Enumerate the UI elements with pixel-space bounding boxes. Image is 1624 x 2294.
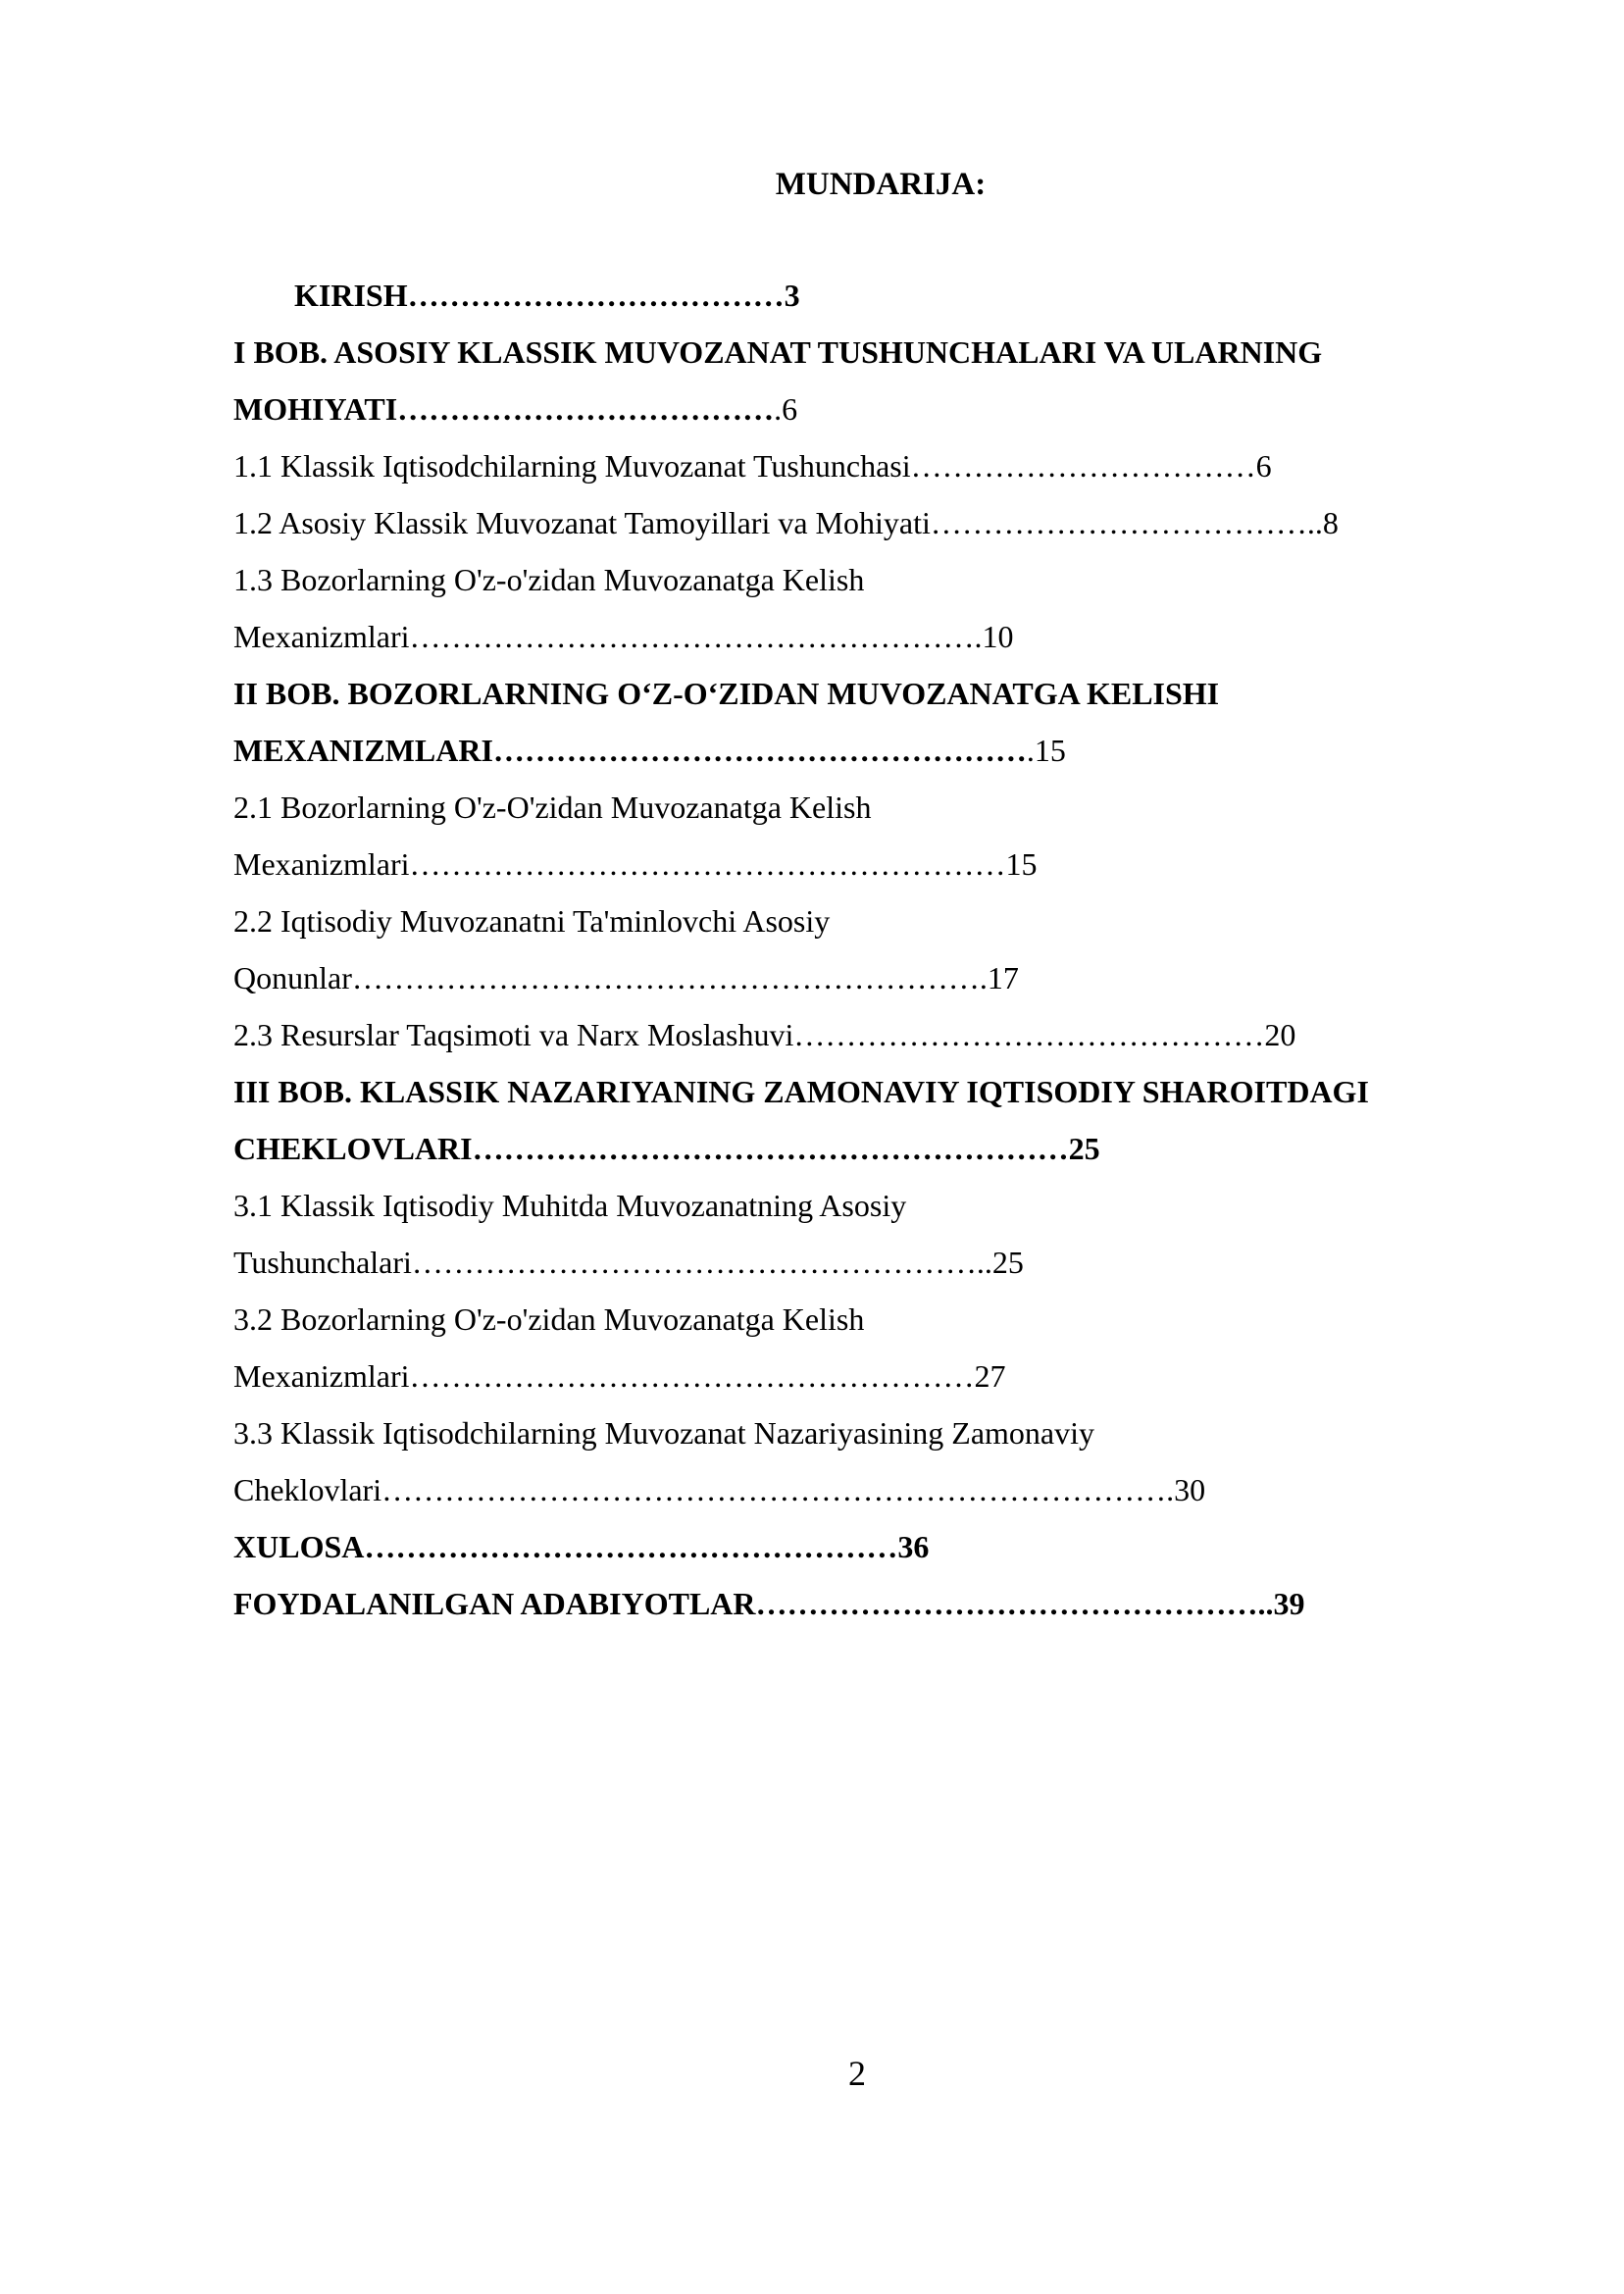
toc-entry-1-3-cont: Mexanizmlari……………………………………………….10 <box>233 619 1014 654</box>
toc-chapter-1-title-bold: MOHIYATI……………………………… <box>233 391 775 427</box>
toc-entry-kirish: KIRISH………………………………3 <box>294 278 800 313</box>
toc-chapter-2-page: .15 <box>1026 733 1066 768</box>
toc-entry-3-3-cont: Cheklovlari………………………………………………………………….30 <box>233 1472 1206 1507</box>
toc-entry-xulosa: XULOSA……………………………………………36 <box>233 1529 930 1564</box>
toc-entry-3-3: 3.3 Klassik Iqtisodchilarning Muvozanat Nazariyasining Zamonaviy <box>233 1415 1095 1451</box>
toc-entry-adabiyotlar: FOYDALANILGAN ADABIYOTLAR…………………………………………..39 <box>233 1586 1305 1621</box>
toc-entry-3-1-cont: Tushunchalari………………………………………………..25 <box>233 1245 1024 1280</box>
toc-chapter-1-page: .6 <box>774 391 798 427</box>
toc-chapter-3-title-cont: CHEKLOVLARI…………………………………………………25 <box>233 1131 1100 1166</box>
toc-chapter-2-title-cont <box>233 722 1469 779</box>
toc-chapter-2-title-bold: MEXANIZMLARI…………………………………………… <box>233 733 1027 768</box>
toc-entry-3-2: 3.2 Bozorlarning O'z-o'zidan Muvozanatga Kelish <box>233 1301 865 1337</box>
toc-entry-3-1: 3.1 Klassik Iqtisodiy Muhitda Muvozanatning Asosiy <box>233 1188 907 1223</box>
toc-entry-2-1: 2.1 Bozorlarning O'z-O'zidan Muvozanatga Kelish <box>233 790 872 825</box>
toc-chapter-1-title-cont <box>233 381 1469 437</box>
toc-chapter-2-title: II BOB. BOZORLARNING O‘Z-O‘ZIDAN MUVOZANATGA KELISHI <box>233 676 1220 711</box>
toc-entry-2-2: 2.2 Iqtisodiy Muvozanatni Ta'minlovchi Asosiy <box>233 903 831 939</box>
toc-entry-1-1: 1.1 Klassik Iqtisodchilarning Muvozanat Tushunchasi……………………………6 <box>233 448 1272 484</box>
table-of-contents <box>233 267 1469 1632</box>
toc-entry-2-1-cont: Mexanizmlari…………………………………………………15 <box>233 846 1038 882</box>
toc-entry-2-2-cont: Qonunlar…………………………………………………….17 <box>233 960 1019 995</box>
page-number: 2 <box>848 2054 866 2093</box>
toc-entry-1-2: 1.2 Asosiy Klassik Muvozanat Tamoyillari va Mohiyati………………………………..8 <box>233 505 1339 540</box>
toc-entry-3-2-cont: Mexanizmlari………………………………………………27 <box>233 1358 1006 1394</box>
page-title: MUNDARIJA: <box>775 167 987 202</box>
toc-entry-2-3: 2.3 Resurslar Taqsimoti va Narx Moslashuvi………………………………………20 <box>233 1017 1296 1052</box>
toc-chapter-1-title: I BOB. ASOSIY KLASSIK MUVOZANAT TUSHUNCHALARI VA ULARNING <box>233 334 1323 370</box>
toc-chapter-3-title: III BOB. KLASSIK NAZARIYANING ZAMONAVIY IQTISODIY SHAROITDAGI <box>233 1074 1369 1109</box>
toc-entry-1-3: 1.3 Bozorlarning O'z-o'zidan Muvozanatga Kelish <box>233 562 865 597</box>
